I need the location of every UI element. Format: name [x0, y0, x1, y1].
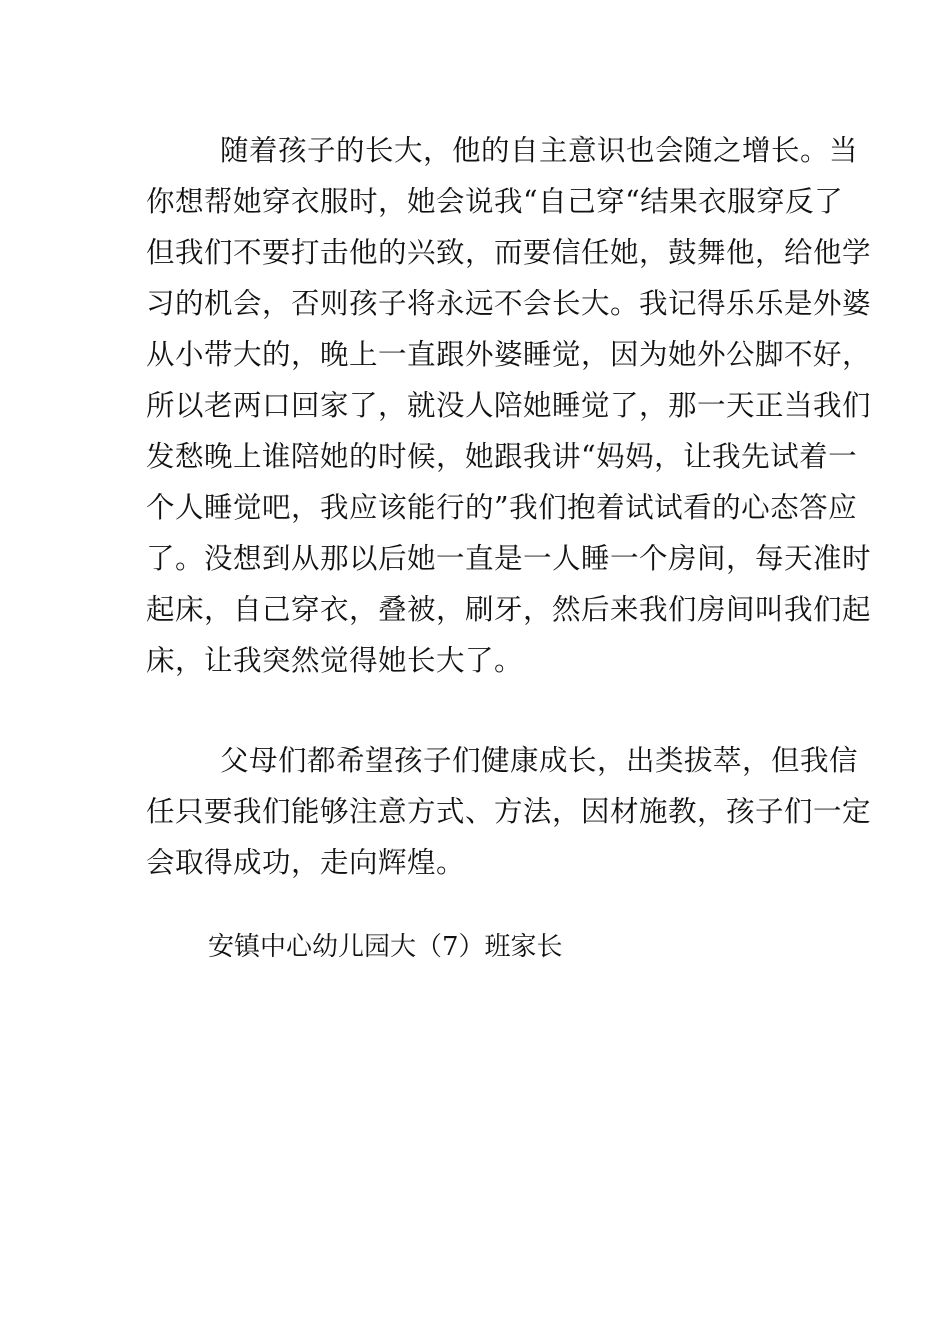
- paragraph-2-line-3: 会取得成功，走向辉煌。: [146, 846, 466, 879]
- paragraph-1-line-9: 了。没想到从那以后她一直是一人睡一个房间，每天准时: [146, 542, 872, 575]
- paragraph-1-line-11: 床，让我突然觉得她长大了。: [146, 644, 524, 677]
- paragraph-1-line-8: 个人睡觉吧，我应该能行的”我们抱着试试看的心态答应: [146, 491, 858, 524]
- paragraph-2-line-1: 父母们都希望孩子们健康成长，出类拔萃，但我信: [220, 744, 859, 777]
- paragraph-1-line-5: 从小带大的，晚上一直跟外婆睡觉，因为她外公脚不好，: [146, 338, 872, 371]
- paragraph-1-line-3: 但我们不要打击他的兴致，而要信任她，鼓舞他，给他学: [146, 236, 872, 269]
- signature: 安镇中心幼儿园大（7）班家长: [208, 932, 563, 962]
- paragraph-1-line-6: 所以老两口回家了，就没人陪她睡觉了，那一天正当我们: [146, 389, 872, 422]
- paragraph-1-line-2: 你想帮她穿衣服时，她会说我“自己穿“结果衣服穿反了: [146, 185, 844, 218]
- paragraph-1-line-7: 发愁晚上谁陪她的时候，她跟我讲“妈妈，让我先试着一: [146, 440, 858, 473]
- paragraph-2-line-2: 任只要我们能够注意方式、方法，因材施教，孩子们一定: [146, 795, 872, 828]
- paragraph-1-line-1: 随着孩子的长大，他的自主意识也会随之增长。当: [220, 134, 859, 167]
- paragraph-1-line-10: 起床，自己穿衣，叠被，刷牙，然后来我们房间叫我们起: [146, 593, 872, 626]
- paragraph-1-line-4: 习的机会，否则孩子将永远不会长大。我记得乐乐是外婆: [146, 287, 872, 320]
